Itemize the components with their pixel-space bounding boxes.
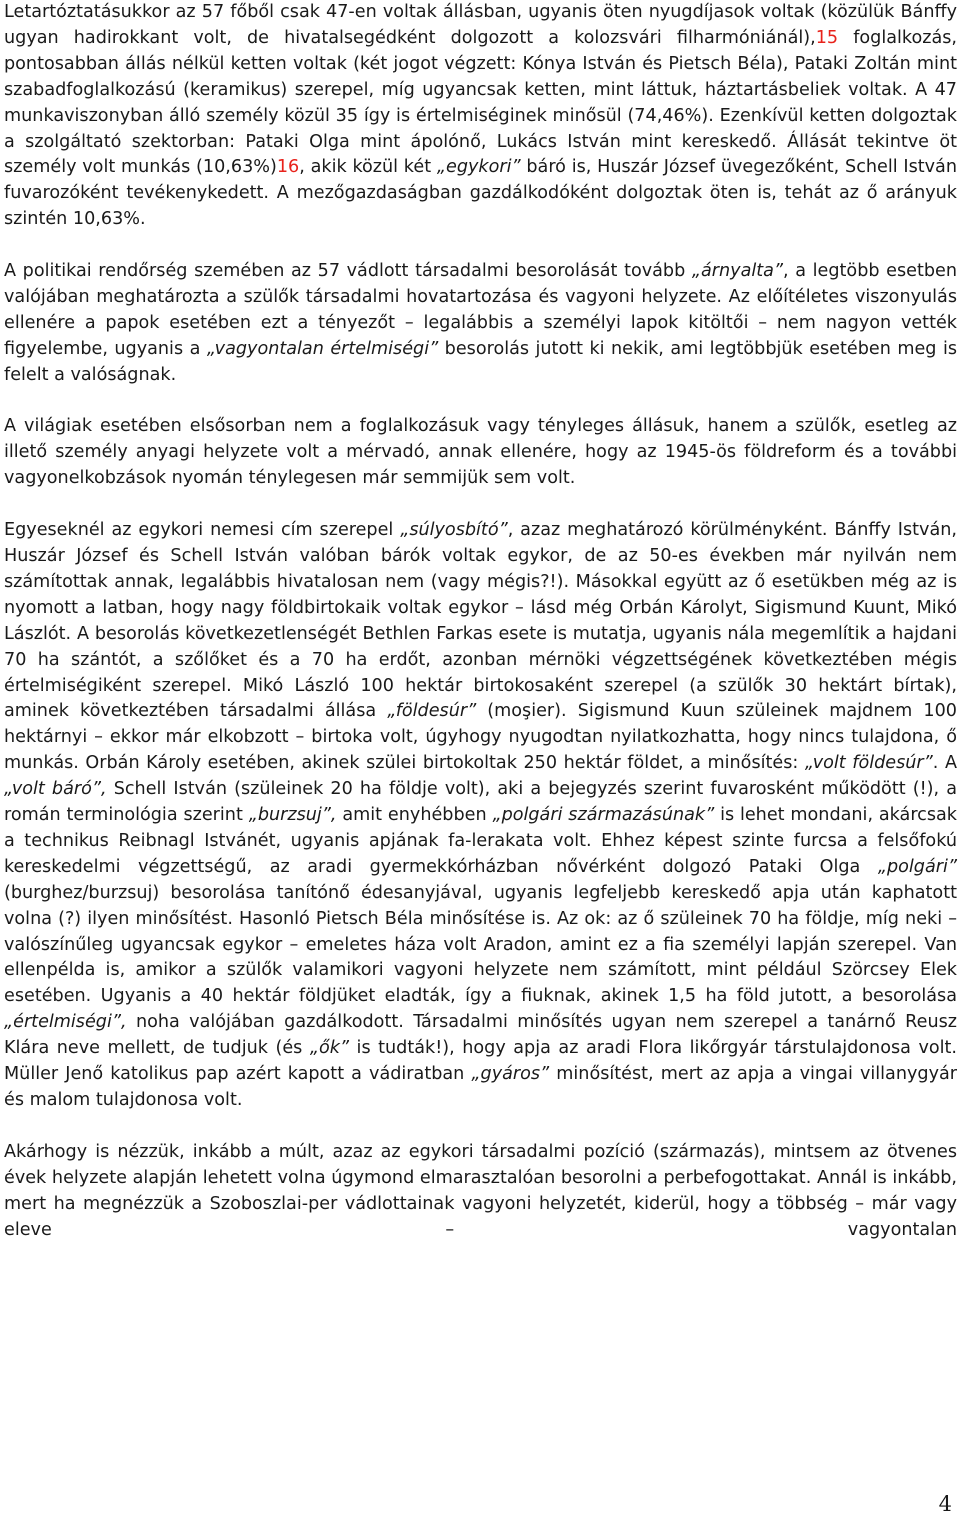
body-text: Akárhogy is nézzük, inkább a múlt, azaz az egykori társadalmi pozíció (származás), mintsem az ötvenes évek helyzete alapján lehetett volna úgymond elmarasztalóan besorolni a perbefogottakat. Annál is inkább, mert ha megnézzük a Szoboszlai-per vádlottainak vagyoni helyzetét, kiderül, hogy a többség – már vagy eleve – vagyontalan [4,1141,957,1240]
body-text: , azaz meghatározó körülményként. Bánffy István, Huszár József és Schell István valóban bárók voltak egykor, de az 50-es években már nyilván nem számítottak annak, legalábbis hivatalosan nem (vagy mégis?!). Másokkal együtt az ő esetükben még az is nyomott a latban, hogy nagy földbirtokaik voltak egykor – lásd még Orbán Károlyt, Sigismund Kuunt, Mikó Lászlót. A besorolás következetlenségét Bethlen Farkas esete is mutatja, ugyanis nála megemlítik a hajdani 70 ha szántót, a szőlőket és a 70 ha erdőt, azonban mérnöki végzettségének következtében mégis értelmiségiként szerepel. Mikó László 100 hektár birtokosaként szerepel (a szülők 30 hektárt bírtak), aminek következtében társadalmi állása [4,520,957,722]
document-page [4,0,957,1243]
body-text: noha valójában gazdálkodott. Társadalmi minősítés ugyan nem szerepel a tanárnő Reusz Klára neve mellett, de tudjuk (és [4,1012,957,1059]
body-text: báró is, Huszár József üvegezőként, Schell István fuvarozóként tevékenykedett. A mezőgazdaságban gazdálkodóként dolgoztak öten is, tehát az ő arányuk szintén 10,63%. [4,157,957,230]
paragraph-gap [4,1114,957,1140]
emphasized-text: „volt földesúr” [804,753,933,774]
emphasized-text: „polgári” [877,856,957,877]
emphasized-text: „egykori” [436,157,521,178]
body-text: A politikai rendőrség szemében az 57 vádlott társadalmi besorolását tovább [4,261,692,282]
emphasized-text: „burzsuj”, [248,805,337,826]
body-text: amit enyhébben [336,805,493,826]
footnote-ref: 16 [276,157,300,178]
paragraph-conclusion [4,1140,957,1244]
emphasized-text: „súlyosbító” [400,520,508,541]
emphasized-text: „ők” [309,1038,350,1059]
body-text: besorolás jutott ki nekik, ami legtöbbjük esetében meg is felelt a valóságnak. [4,338,957,385]
emphasized-text: „volt báró”, [4,779,107,800]
body-text: , a legtöbb esetben valójában meghatározta a szülők társadalmi hovatartozása és vagyoni helyzete. Az előítéletes viszonyulás ellenére a papok esetében ezt a tényezőt – legalábbis a személyi lapok kitöltői – nem nagyon vették figyelembe, ugyanis a [4,261,957,359]
emphasized-text: „polgári származásúnak” [492,805,715,826]
body-text: is lehet mondani, akárcsak a technikus Reibnagl Istvánét, ugyanis apjának fa-lerakata volt. Ehhez képest szinte furcsa a felsőfokú kereskedelmi végzettségű, az aradi gyermekkórházban nővérként dolgozó Pataki Olga [4,805,957,877]
emphasized-text: „gyáros” [471,1064,550,1085]
emphasized-text: „földesúr” [387,701,477,722]
body-text: Schell István (szüleinek 20 ha földje volt), aki a bejegyzés szerint fuvarosként működött (!), a román terminológia szerint [4,779,958,826]
body-text: Egyeseknél az egykori nemesi cím szerepel [4,520,401,541]
body-text: (moşier). Sigismund Kuun szüleinek majdnem 100 hektárnyi – ekkor már elkobzott – birtoka volt, úgyhogy nyugodtan nyilatkozhatta, hogy nincs tulajdona, ő munkás. Orbán Károly esetében, akinek szülei birtokoltak 250 hektár földet, a minősítés: [4,701,957,774]
paragraph-gap [4,389,957,415]
paragraph-nobility [4,518,957,1114]
body-text: is tudták!), hogy apja az aradi Flora likőrgyár társtulajdonosa volt. Müller Jenő katolikus pap azért kapott a vádiratban [4,1038,957,1085]
paragraph-gap [4,492,957,518]
paragraph-secular [4,414,957,492]
emphasized-text: „vagyontalan értelmiségi” [206,338,439,359]
body-text: Letartóztatásukkor az 57 főből csak 47-en voltak állásban, ugyanis öten nyugdíjasok voltak (közülük Bánffy ugyan hadirokkant volt, de hivatalsegédként dolgozott a kolozsvári filharmóniánál), [4,2,957,48]
page-number: 4 [938,1492,952,1516]
body-text: A világiak esetében elsősorban nem a foglalkozásuk vagy tényleges állásuk, hanem a szülők, esetleg az illető személy anyagi helyzete volt a mérvadó, annak ellenére, hogy az 1945-ös földreform és a további vagyonelkobzások nyomán ténylegesen már semmijük sem volt. [4,416,957,489]
paragraph-political-police [4,259,957,389]
body-text: . A [932,753,957,774]
body-text: , akik közül két [299,157,437,178]
body-text: (burghez/burzsuj) besorolása tanítónő édesanyjával, ugyanis legfeljebb kereskedő apja után kaphatott volna (?) ilyen minősítést. Hasonló Pietsch Béla minősítése is. Az ok: az ő szüleinek 70 ha földje, míg neki – valószínűleg ugyancsak egykor – emeletes háza volt Aradon, amint ez a fia személyi lapján szerepel. Van ellenpélda is, amikor a szülők valamikori vagyoni helyzete nem számított, mint például Szörcsey Elek esetében. Ugyanis a 40 hektár földjüket eladták, így a fiuknak, akinek 1,5 ha föld jutott, a besorolása [4,882,957,1007]
body-text: minősítést, mert az apja a vingai villanygyár és malom tulajdonosa volt. [4,1064,957,1111]
body-text: foglalkozás, pontosabban állás nélkül ketten voltak (két jogot végzett: Kónya István és Pietsch Béla), Pataki Zoltán mint szabadfoglalkozású (keramikus) szerepel, míg ugyancsak ketten, mint láttuk, háztartásbeliek voltak. A 47 munkaviszonyban álló személy közül 35 így is értelmiséginek minősül (74,46%). Ezenkívül ketten dolgoztak a szolgáltató szektorban: Pataki Olga mint ápolónő, Lukács István mint kereskedő. Állását tekintve öt személy volt munkás (10,63%) [4,27,957,178]
paragraph-occupations [4,0,957,233]
footnote-ref: 15 [815,27,839,48]
emphasized-text: „értelmiségi”, [4,1012,127,1033]
paragraph-gap [4,233,957,259]
emphasized-text: „árnyalta” [691,261,784,282]
